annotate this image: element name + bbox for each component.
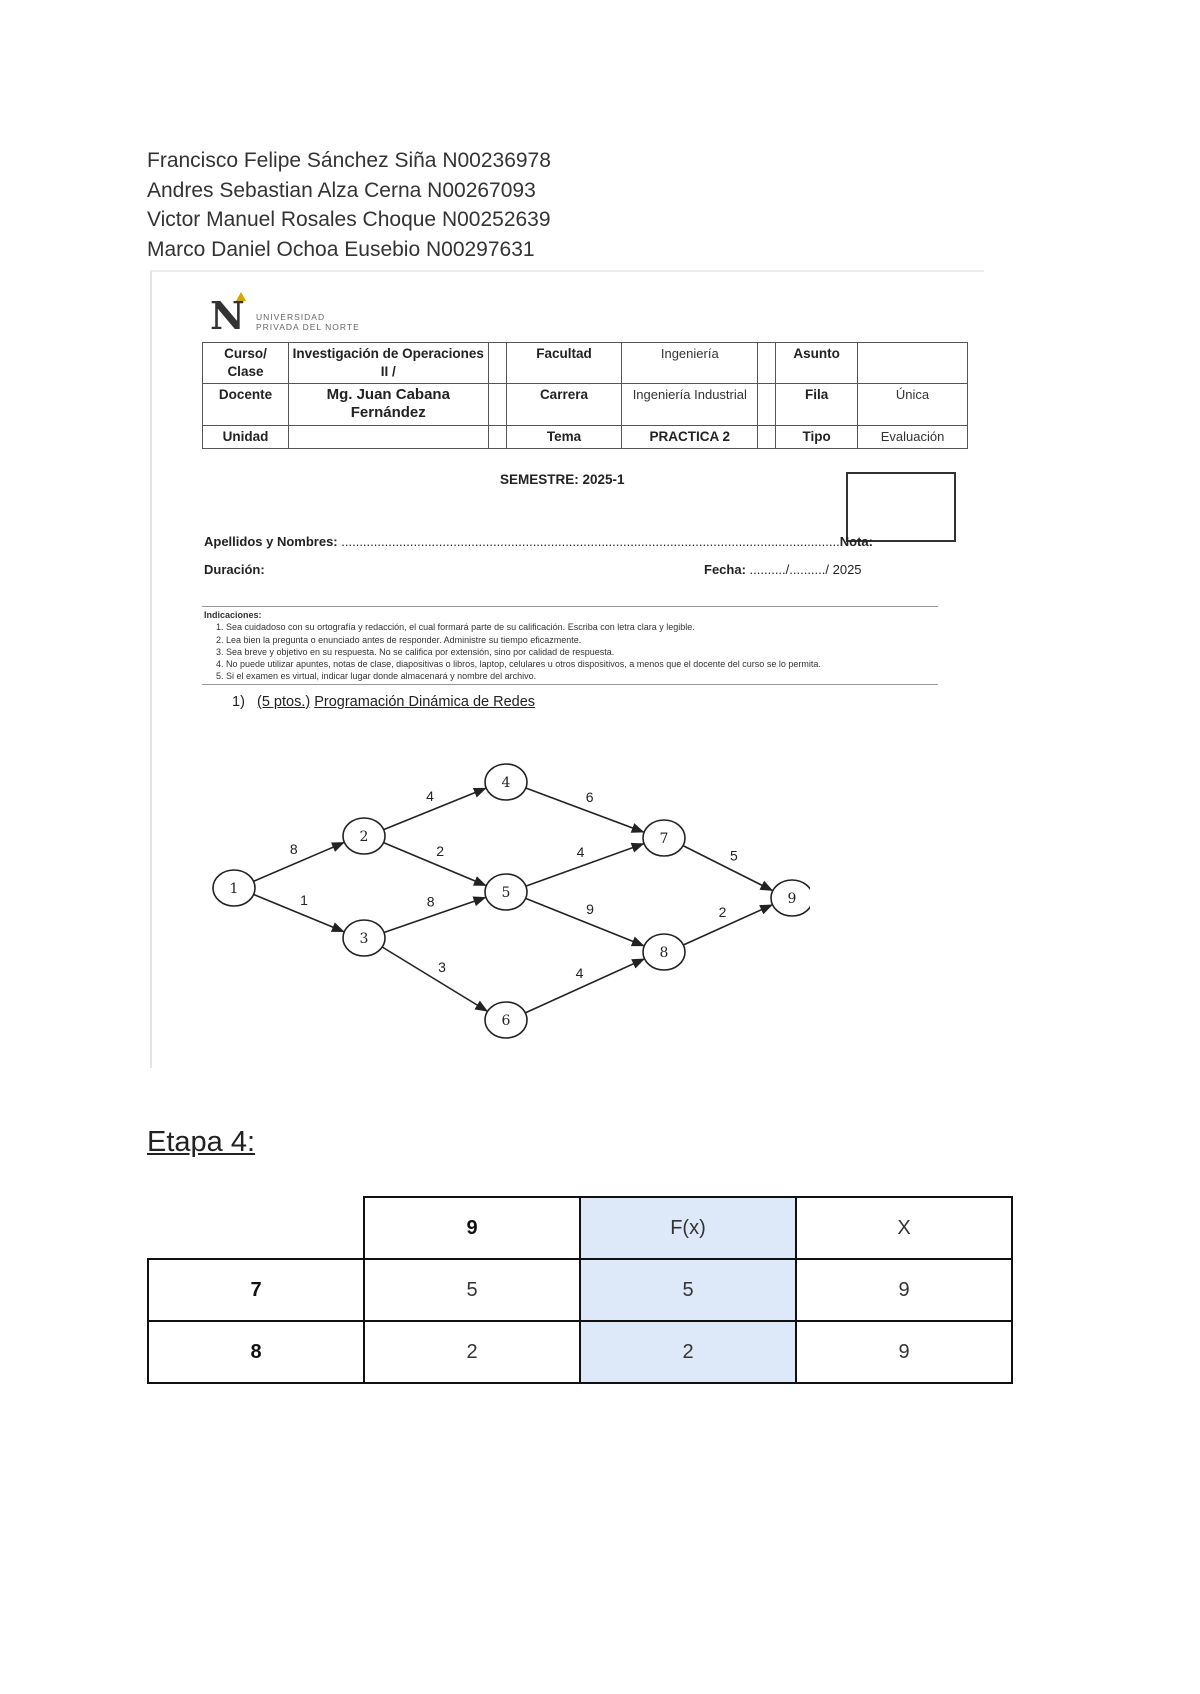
node-label: 1	[229, 881, 239, 897]
node-label: 3	[359, 931, 369, 947]
edge-8-9	[683, 905, 771, 945]
cost-cell: 5	[364, 1259, 580, 1321]
indicacion-item: 4. No puede utilizar apuntes, notas de clase, diapositivas o libros, laptop, celulares u otros dispositivos, a menos que el docente del curso se lo permita.	[226, 658, 944, 670]
edge-weight: 4	[426, 787, 434, 804]
apellidos-line	[204, 534, 873, 549]
edge-weight: 8	[289, 841, 298, 858]
edge-1-2	[253, 843, 343, 882]
duracion-label: Duración:	[204, 562, 265, 577]
node-5	[485, 874, 527, 910]
fx-cell: 2	[580, 1321, 796, 1383]
tipo-label: Tipo	[776, 426, 858, 449]
node-label: 7	[659, 831, 669, 847]
question-number: 1)	[232, 694, 245, 710]
corner-cell	[148, 1197, 364, 1259]
fecha-value: ........../........../ 2025	[749, 562, 862, 577]
spacer-cell	[758, 426, 776, 449]
edge-3-6	[382, 947, 487, 1011]
facultad-value: Ingeniería	[622, 343, 758, 384]
indicaciones-list	[204, 621, 944, 682]
edge-weight: 6	[585, 788, 594, 805]
node-6	[485, 1002, 527, 1038]
apellidos-label: Apellidos y Nombres:	[204, 534, 338, 549]
node-label: 2	[359, 829, 369, 845]
university-logo	[210, 292, 380, 336]
semestre-title: SEMESTRE: 2025-1	[500, 472, 625, 487]
node-8	[643, 934, 685, 970]
header-cell-fx: F(x)	[580, 1197, 796, 1259]
grade-box	[846, 472, 956, 542]
edge-weight: 4	[575, 965, 584, 982]
tema-label: Tema	[506, 426, 622, 449]
fecha-line	[704, 562, 862, 577]
logo-line-2: PRIVADA DEL NORTE	[256, 322, 360, 332]
asunto-value	[858, 343, 968, 384]
indicaciones	[204, 609, 944, 683]
node-3	[343, 920, 385, 956]
edge-weight: 2	[718, 904, 727, 921]
student-name: Victor Manuel Rosales Choque N00252639	[147, 208, 551, 231]
tema-value: PRACTICA 2	[622, 426, 758, 449]
unidad-label: Unidad	[203, 426, 289, 449]
spacer-cell	[758, 384, 776, 426]
node-9	[771, 880, 810, 916]
edge-weight: 1	[300, 891, 308, 908]
indicacion-item: 3. Sea breve y objetivo en su respuesta. No se califica por extensión, sino por calidad de respuesta.	[226, 646, 944, 658]
indicacion-item: 2. Lea bien la pregunta o enunciado antes de responder. Administre su tiempo eficazmente.	[226, 634, 944, 646]
exam-header-table	[202, 342, 968, 449]
question-heading	[232, 694, 535, 710]
edge-weight: 3	[438, 958, 446, 975]
node-7	[643, 820, 685, 856]
edge-weight: 2	[436, 842, 445, 859]
edge-7-9	[683, 846, 772, 891]
edge-4-7	[526, 788, 643, 832]
node-label: 6	[501, 1013, 511, 1029]
exam-scan	[150, 270, 984, 1068]
tipo-value: Evaluación	[858, 426, 968, 449]
logo-n-icon: N	[210, 293, 245, 338]
edge-weight: 5	[730, 847, 738, 864]
fila-label: Fila	[776, 384, 858, 426]
student-name: Andres Sebastian Alza Cerna N00267093	[147, 178, 536, 202]
asunto-label: Asunto	[776, 343, 858, 384]
docente-label: Docente	[203, 384, 289, 426]
indicacion-item: 5. Si el examen es virtual, indicar lugar donde almacenará y nombre del archivo.	[226, 670, 944, 682]
edge-5-7	[526, 844, 643, 886]
node-1	[213, 870, 255, 906]
header-cell-x: X	[796, 1197, 1012, 1259]
docente-value: Mg. Juan Cabana Fernández	[288, 384, 488, 426]
stage-title: Etapa 4:	[147, 1126, 256, 1158]
cost-cell: 2	[364, 1321, 580, 1383]
stage-table	[147, 1196, 1013, 1384]
fila-value: Única	[858, 384, 968, 426]
network-diagram	[210, 752, 810, 1052]
node-label: 8	[659, 945, 669, 961]
x-cell: 9	[796, 1259, 1012, 1321]
question-points: (5 ptos.)	[257, 694, 311, 710]
fx-cell: 5	[580, 1259, 796, 1321]
table-row	[148, 1321, 1012, 1383]
node-label: 4	[501, 775, 511, 791]
spacer-cell	[488, 343, 506, 384]
student-list	[147, 146, 551, 264]
x-cell: 9	[796, 1321, 1012, 1383]
carrera-value: Ingeniería Industrial	[622, 384, 758, 426]
edge-2-5	[384, 843, 486, 886]
carrera-label: Carrera	[506, 384, 622, 426]
curso-label: Curso/ Clase	[203, 343, 289, 384]
apellidos-dots: ..........................................................................................................................................	[341, 534, 840, 549]
row-label: 8	[148, 1321, 364, 1383]
unidad-value	[288, 426, 488, 449]
logo-line-1: UNIVERSIDAD	[256, 312, 326, 322]
edge-weight: 9	[586, 900, 594, 917]
edge-weight: 8	[426, 893, 435, 910]
edge-2-4	[384, 788, 486, 829]
table-row	[148, 1259, 1012, 1321]
spacer-cell	[488, 426, 506, 449]
spacer-cell	[758, 343, 776, 384]
facultad-label: Facultad	[506, 343, 622, 384]
student-name: Francisco Felipe Sánchez Siña N00236978	[147, 149, 551, 172]
curso-value: Investigación de Operaciones II /	[288, 343, 488, 384]
spacer-cell	[488, 384, 506, 426]
question-title: Programación Dinámica de Redes	[314, 694, 536, 710]
fecha-label: Fecha:	[704, 562, 746, 577]
student-name: Marco Daniel Ochoa Eusebio N00297631	[147, 237, 535, 261]
node-4	[485, 764, 527, 800]
node-label: 9	[787, 891, 797, 907]
edge-1-3	[254, 891, 344, 931]
header-cell: 9	[364, 1197, 580, 1259]
node-label: 5	[501, 885, 511, 901]
row-label: 7	[148, 1259, 364, 1321]
nota-label: Nota:	[839, 534, 873, 549]
stage-header-row	[148, 1197, 1012, 1259]
edge-5-8	[526, 898, 644, 945]
indicaciones-title: Indicaciones:	[204, 610, 262, 620]
divider	[202, 606, 938, 607]
indicacion-item: 1. Sea cuidadoso con su ortografía y redacción, el cual formará parte de su calificación. Escriba con letra clara y legible.	[226, 621, 944, 633]
edge-weight: 4	[576, 843, 585, 860]
edge-6-8	[525, 959, 644, 1013]
divider	[202, 684, 938, 685]
node-2	[343, 818, 385, 854]
